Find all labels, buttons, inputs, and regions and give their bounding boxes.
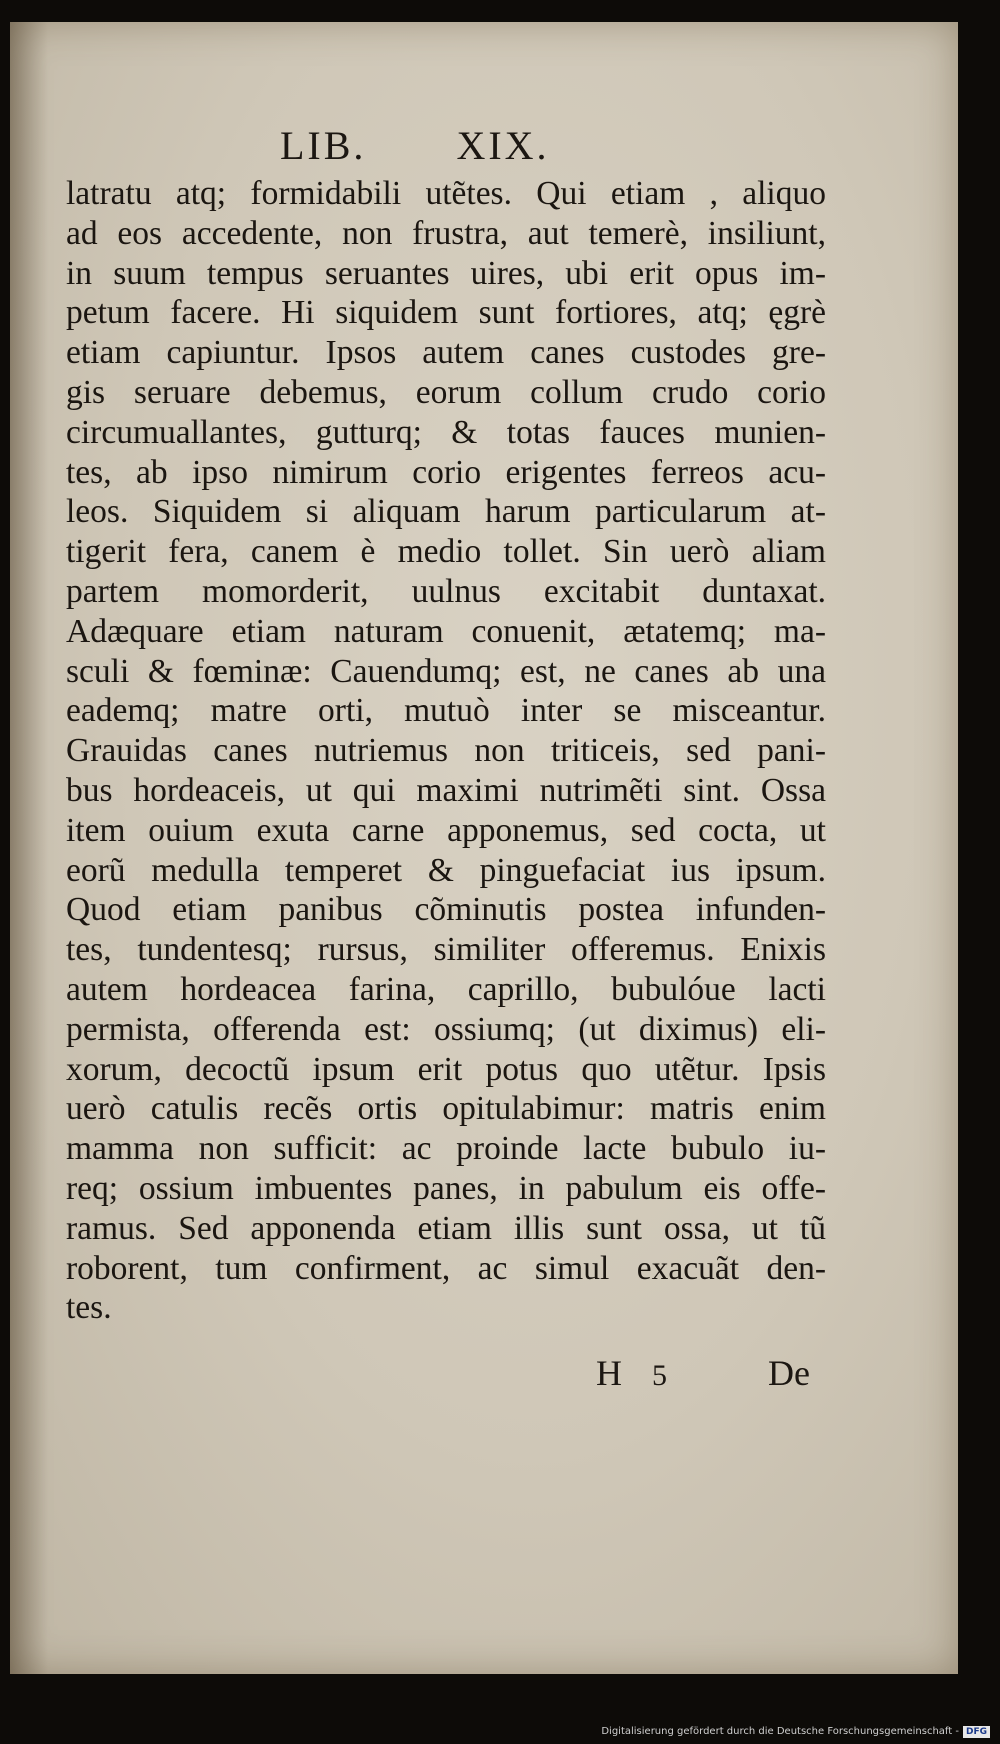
text-line: in suum tempus seruantes uires, ubi erit opus im- (66, 254, 826, 292)
text-line: permista, offerenda est: ossiumq; (ut diximus) eli- (66, 1010, 826, 1048)
text-line: roborent, tum confirment, ac simul exacuãt den- (66, 1249, 826, 1287)
body-text (66, 174, 826, 1328)
text-line: xorum, decoctũ ipsum erit potus quo utẽtur. Ipsis (66, 1050, 826, 1088)
text-line: item ouium exuta carne apponemus, sed cocta, ut (66, 811, 826, 849)
text-line: tes, tundentesq; rursus, similiter offeremus. Enixis (66, 931, 826, 969)
text-line: tes. (66, 1289, 112, 1327)
text-line: uerò catulis recẽs ortis opitulabimur: matris enim (66, 1090, 826, 1128)
text-line: circumuallantes, gutturq; & totas fauces munien- (66, 413, 826, 451)
digitization-credit (601, 1726, 990, 1738)
text-line: etiam capiuntur. Ipsos autem canes custodes gre- (66, 334, 826, 372)
text-line: petum facere. Hi siquidem sunt fortiores, atq; ęgrè (66, 294, 826, 332)
catchword: De (768, 1353, 810, 1393)
signature-number: 5 (652, 1359, 667, 1392)
text-line: tes, ab ipso nimirum corio erigentes ferreos acu- (66, 453, 826, 491)
signature-mark: H (596, 1353, 622, 1393)
text-line: Adæquare etiam naturam conuenit, ætatemq; ma- (66, 612, 826, 650)
text-line: eorũ medulla temperet & pinguefaciat ius ipsum. (66, 851, 826, 889)
running-header (280, 122, 550, 169)
text-line: Quod etiam panibus cõminutis postea infunden- (66, 891, 826, 929)
text-line: gis seruare debemus, eorum collum crudo corio (66, 373, 826, 411)
credit-text: Digitalisierung gefördert durch die Deutsche Forschungsgemeinschaft - (601, 1726, 959, 1737)
text-line: ramus. Sed apponenda etiam illis sunt ossa, ut tũ (66, 1209, 826, 1247)
text-line: Grauidas canes nutriemus non triticeis, sed pani- (66, 732, 826, 770)
text-line: bus hordeaceis, ut qui maximi nutrimẽti sint. Ossa (66, 771, 826, 809)
page-gutter-shadow (10, 22, 48, 1674)
header-book-number: XIX. (456, 123, 550, 168)
text-line: mamma non sufficit: ac proinde lacte bubulo iu- (66, 1130, 826, 1168)
text-line: partem momorderit, uulnus excitabit duntaxat. (66, 572, 826, 610)
header-lib: LIB. (280, 123, 367, 168)
text-line: req; ossium imbuentes panes, in pabulum eis offe- (66, 1169, 826, 1207)
text-line: leos. Siquidem si aliquam harum particularum at- (66, 493, 826, 531)
dfg-logo: DFG (963, 1726, 990, 1738)
text-line: autem hordeacea farina, caprillo, bubulóue lacti (66, 970, 826, 1008)
text-line: latratu atq; formidabili utẽtes. Qui etiam , aliquo (66, 175, 826, 212)
text-line: eademq; matre orti, mutuò inter se misceantur. (66, 692, 826, 730)
text-line: sculi & fœminæ: Cauendumq; est, ne canes ab una (66, 652, 826, 690)
text-line: tigerit fera, canem è medio tollet. Sin uerò aliam (66, 533, 826, 571)
book-page (10, 22, 958, 1674)
text-line: ad eos accedente, non frustra, aut temerè, insiliunt, (66, 214, 826, 252)
page-footer (596, 1352, 810, 1394)
